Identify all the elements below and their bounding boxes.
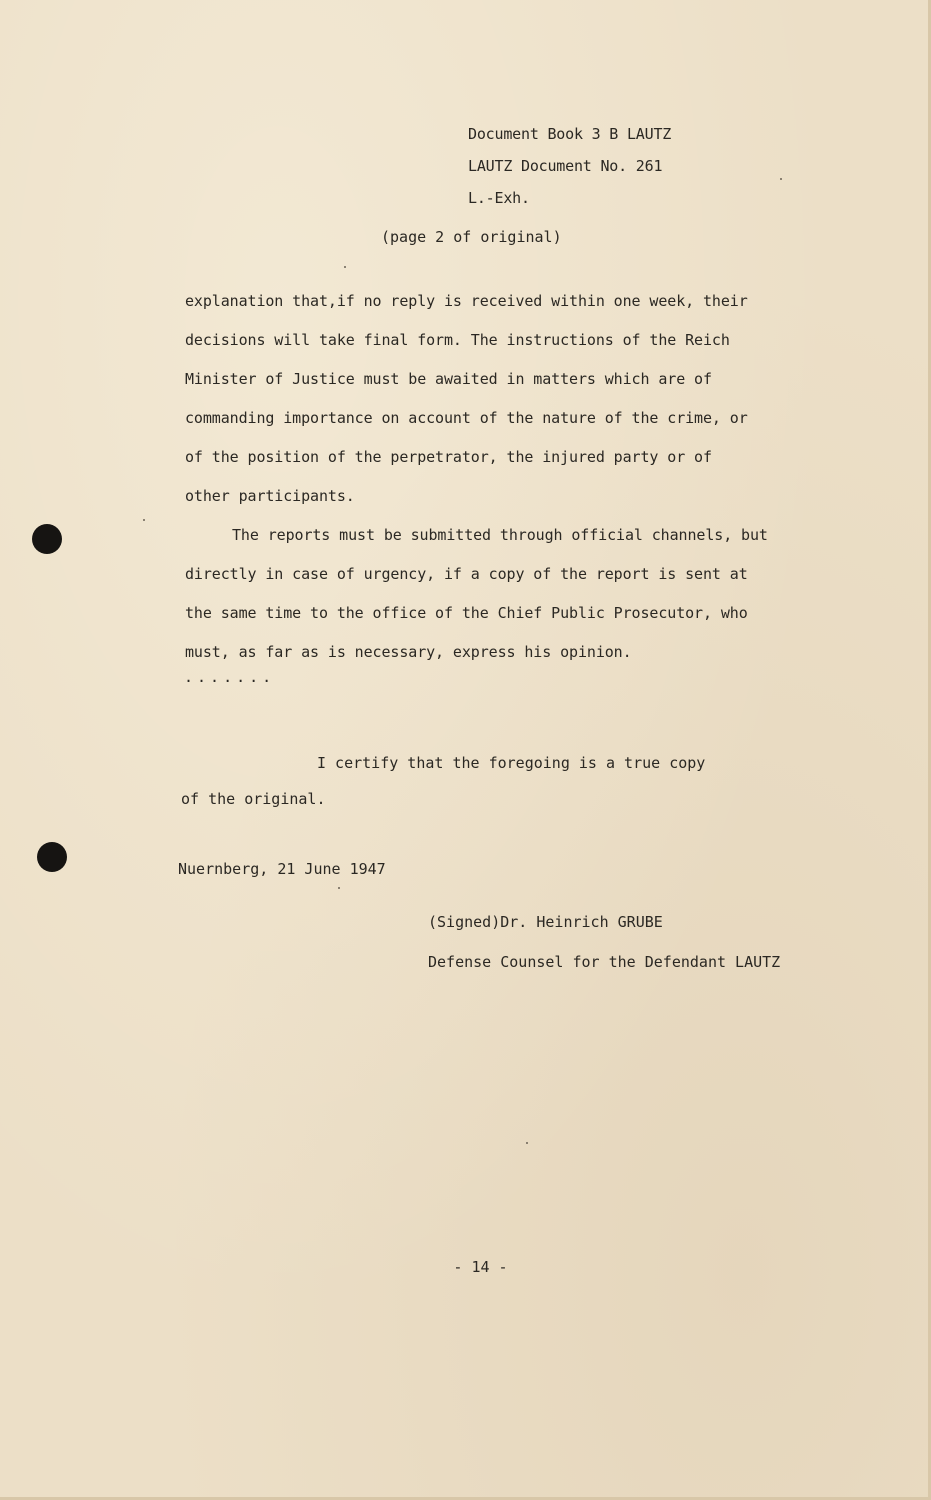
speck [344, 266, 346, 268]
body-line: other participants. [185, 487, 355, 505]
punch-hole-top [32, 524, 62, 554]
certification [181, 745, 705, 817]
certification-line: of the original. [181, 790, 326, 808]
body-line: must, as far as is necessary, express his opinion. [185, 643, 632, 661]
document-number-line: LAUTZ Document No. 261 [468, 157, 663, 175]
speck [143, 519, 145, 521]
speck [526, 1142, 528, 1144]
speck [338, 887, 340, 889]
exhibit-line: L.-Exh. [468, 189, 530, 207]
omission-dots: ....... [184, 668, 276, 686]
body-line: commanding importance on account of the nature of the crime, or [185, 409, 748, 427]
page-of-original: (page 2 of original) [381, 228, 562, 246]
signed-name: (Signed)Dr. Heinrich GRUBE [428, 913, 663, 931]
body-line: decisions will take final form. The instructions of the Reich [185, 331, 730, 349]
document-header [468, 118, 671, 214]
certification-line: I certify that the foregoing is a true copy [317, 754, 706, 772]
body-line: of the position of the perpetrator, the injured party or of [185, 448, 712, 466]
document-book-line: Document Book 3 B LAUTZ [468, 125, 672, 143]
body-text [185, 282, 825, 672]
body-line: explanation that,if no reply is received within one week, their [185, 292, 748, 310]
body-line: Minister of Justice must be awaited in matters which are of [185, 370, 712, 388]
page-number: - 14 - [453, 1258, 508, 1276]
body-line: the same time to the office of the Chief Public Prosecutor, who [185, 604, 748, 622]
place-and-date: Nuernberg, 21 June 1947 [178, 860, 386, 878]
punch-hole-bottom [37, 842, 67, 872]
body-line: The reports must be submitted through official channels, but [232, 526, 768, 544]
signature-block [428, 902, 780, 982]
signer-title: Defense Counsel for the Defendant LAUTZ [428, 953, 781, 971]
speck [780, 178, 782, 180]
body-line: directly in case of urgency, if a copy of the report is sent at [185, 565, 748, 583]
